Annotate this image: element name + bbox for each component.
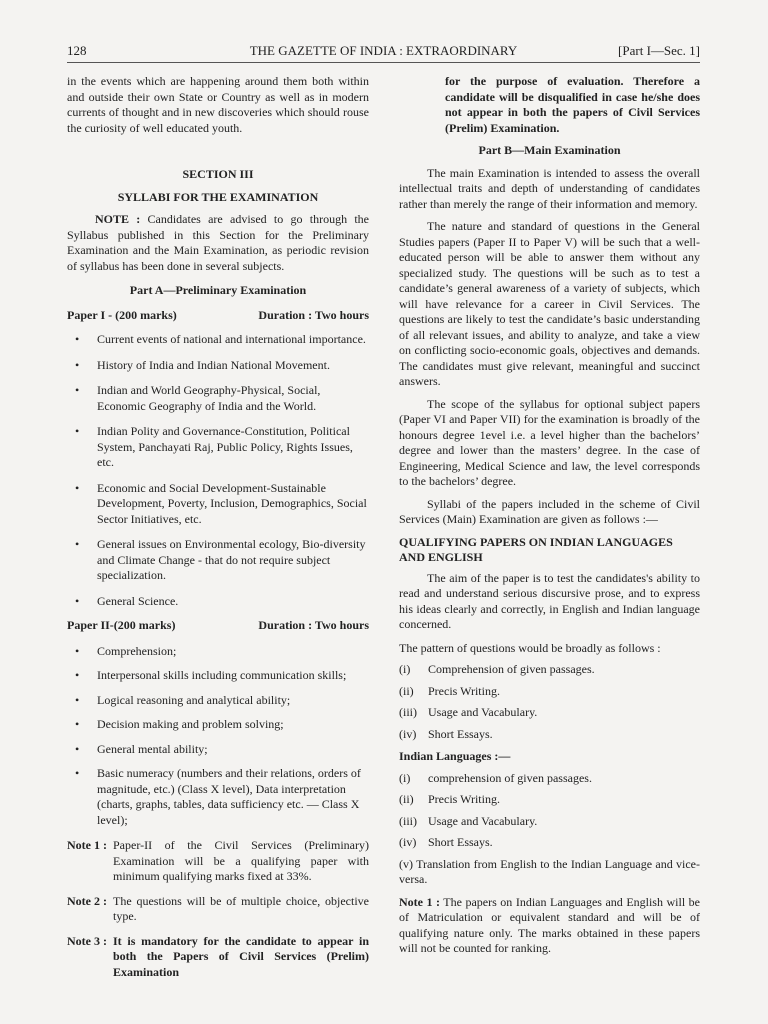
- item-text: Precis Writing.: [428, 683, 500, 698]
- item-text: Short Essays.: [428, 726, 493, 741]
- part-section-label: [Part I—Sec. 1]: [618, 43, 700, 58]
- header-rule: [67, 62, 700, 63]
- item-number: (i): [399, 662, 411, 676]
- list-item: [399, 835, 700, 851]
- note-label: Note 1 :: [67, 838, 107, 852]
- list-item: [399, 814, 700, 830]
- list-item: • Comprehension;: [67, 644, 369, 660]
- paper1-list: [67, 332, 369, 609]
- list-item: • History of India and Indian National Movement.: [67, 358, 369, 374]
- item-number: (iv): [399, 726, 417, 741]
- translation-item: (v) Translation from English to the Indian Language and vice-versa.: [399, 856, 700, 886]
- syllabus-note-text: Candidates are advised to go through the Syllabus published in this Section for the Preliminary Examination and the Main Examination, as periodic revision of syllabus has been done in several subjects.: [67, 212, 369, 273]
- part-b-heading: Part B—Main Examination: [478, 143, 621, 157]
- main-exam-paragraph-2: The nature and standard of questions in the General Studies papers (Paper II to Paper V) will be such that a well-educated person will be able to answer them without any specialized study. The questions will be such as to test a candidate’s general awareness of a variety of subjects, which will have relevance for a career in Civil Services. The questions are likely to test the candidate’s basic understanding of all relevant issues, and ability to analyze, and take a view on conflicting socio-economic goals, objectives and demands. The candidates must give relevant, meaningful and succinct answers.: [399, 219, 700, 388]
- item-text: comprehension of given passages.: [428, 770, 592, 785]
- item-text: Usage and Vacabulary.: [428, 705, 538, 719]
- list-item: • General issues on Environmental ecology, Bio-diversity and Climate Change - that do not require subject specialization.: [67, 537, 369, 584]
- list-item: [399, 705, 700, 721]
- note-3-continuation: for the purpose of evaluation. Therefore a candidate will be disqualified in case he/she does not appear in both the papers of Civil Services (Prelim) Examination.: [445, 74, 700, 135]
- paper2-header: [67, 618, 369, 634]
- language-note-text: The papers on Indian Languages and English will be of Matriculation or equivalent standard and will be of qualifying nature only. The marks obtained in these papers will not be counted for ranking.: [399, 894, 700, 955]
- qualifying-aim-paragraph: The aim of the paper is to test the candidates's ability to read and understand serious discursive prose, and to express his ideas clearly and correctly, in English and Indian language concerned.: [399, 570, 700, 631]
- paper1-title: Paper I - (200 marks): [67, 307, 177, 322]
- item-number: (ii): [399, 683, 414, 698]
- section-title: SECTION III: [182, 167, 254, 181]
- list-item: • Decision making and problem solving;: [67, 717, 369, 733]
- paper1-header: [67, 308, 369, 324]
- main-exam-paragraph-1: The main Examination is intended to assess the overall intellectual traits and depth of understanding of candidates rather than merely the range of their information and memory.: [399, 165, 700, 211]
- list-item: • Indian and World Geography-Physical, Social, Economic Geography of India and the World.: [67, 383, 369, 414]
- list-item: • Current events of national and international importance.: [67, 332, 369, 348]
- item-text: Comprehension of given passages.: [428, 662, 595, 676]
- note-text: The questions will be of multiple choice, objective type.: [113, 893, 369, 923]
- list-item: [399, 727, 700, 743]
- item-text: Usage and Vacabulary.: [428, 813, 538, 828]
- item-number: (i): [399, 770, 411, 785]
- paper2-list: [67, 644, 369, 829]
- list-item: • Indian Polity and Governance-Constitution, Political System, Panchayati Raj, Public Policy, Rights Issues, etc.: [67, 424, 369, 471]
- section-subtitle: SYLLABI FOR THE EXAMINATION: [117, 189, 319, 204]
- indian-languages-heading: Indian Languages :—: [399, 749, 511, 763]
- list-item: • Logical reasoning and analytical ability;: [67, 693, 369, 709]
- syllabus-note: [67, 212, 369, 274]
- list-item: • Interpersonal skills including communication skills;: [67, 668, 369, 684]
- main-exam-paragraph-3: The scope of the syllabus for optional subject papers (Paper VI and Paper VII) for the examination is broadly of the honours degree 1evel i.e. a level higher than the bachelors’ degree and lower than the masters’ degree. In the case of Engineering, Medical Science and law, the level corresponds to the bachelors’ degree.: [399, 396, 700, 488]
- list-item: • General mental ability;: [67, 742, 369, 758]
- paper1-duration: Duration : Two hours: [258, 307, 369, 322]
- item-number: (iii): [399, 705, 417, 719]
- list-item: [399, 792, 700, 808]
- note-3: [67, 934, 369, 981]
- item-number: (ii): [399, 792, 414, 806]
- qualifying-papers-heading: QUALIFYING PAPERS ON INDIAN LANGUAGES AND ENGLISH: [399, 534, 673, 564]
- english-pattern-list: [399, 662, 700, 742]
- item-number: (iv): [399, 835, 417, 849]
- part-a-heading: Part A—Preliminary Examination: [129, 283, 307, 297]
- paper2-title: Paper II-(200 marks): [67, 618, 176, 632]
- list-item: • Basic numeracy (numbers and their relations, orders of magnitude, etc.) (Class X level), Data interpretation (charts, graphs, tables, data sufficiency etc. — Class X level);: [67, 766, 369, 828]
- note-text: Paper-II of the Civil Services (Preliminary) Examination will be a qualifying paper with minimum qualifying marks fixed at 33%.: [113, 838, 369, 883]
- indian-languages-list: [399, 771, 700, 851]
- page-number: 128: [67, 43, 87, 58]
- note-2: [67, 894, 369, 925]
- list-item: [399, 662, 700, 678]
- gazette-title: THE GAZETTE OF INDIA : EXTRAORDINARY: [249, 43, 518, 58]
- note-1: [67, 838, 369, 885]
- left-column: [67, 74, 369, 980]
- item-text: Short Essays.: [428, 835, 493, 849]
- language-note-label: Note 1 :: [399, 894, 441, 909]
- paper2-duration: Duration : Two hours: [258, 618, 369, 632]
- list-item: • General Science.: [67, 594, 369, 610]
- list-item: • Economic and Social Development-Sustainable Development, Poverty, Inclusion, Demographics, Social Sector Initiatives, etc.: [67, 481, 369, 528]
- syllabus-note-label: NOTE :: [95, 212, 141, 226]
- note-text: It is mandatory for the candidate to appear in both the Papers of Civil Services (Prelim) Examination: [113, 933, 369, 979]
- language-note-1: [399, 895, 700, 957]
- list-item: [399, 684, 700, 700]
- intro-paragraph: in the events which are happening around them both within and outside their own State or Country as well as in modern currents of thought and in new discoveries which should rouse the curiosity of well educated youth.: [67, 74, 369, 135]
- main-exam-paragraph-4: Syllabi of the papers included in the scheme of Civil Services (Main) Examination are given as follows :—: [399, 496, 700, 526]
- item-number: (iii): [399, 813, 417, 828]
- right-column: [399, 74, 700, 957]
- note-label: Note 2 :: [67, 893, 107, 908]
- note-label: Note 3 :: [67, 933, 107, 948]
- item-text: Precis Writing.: [428, 792, 500, 806]
- list-item: [399, 771, 700, 787]
- pattern-intro: The pattern of questions would be broadly as follows :: [399, 640, 661, 655]
